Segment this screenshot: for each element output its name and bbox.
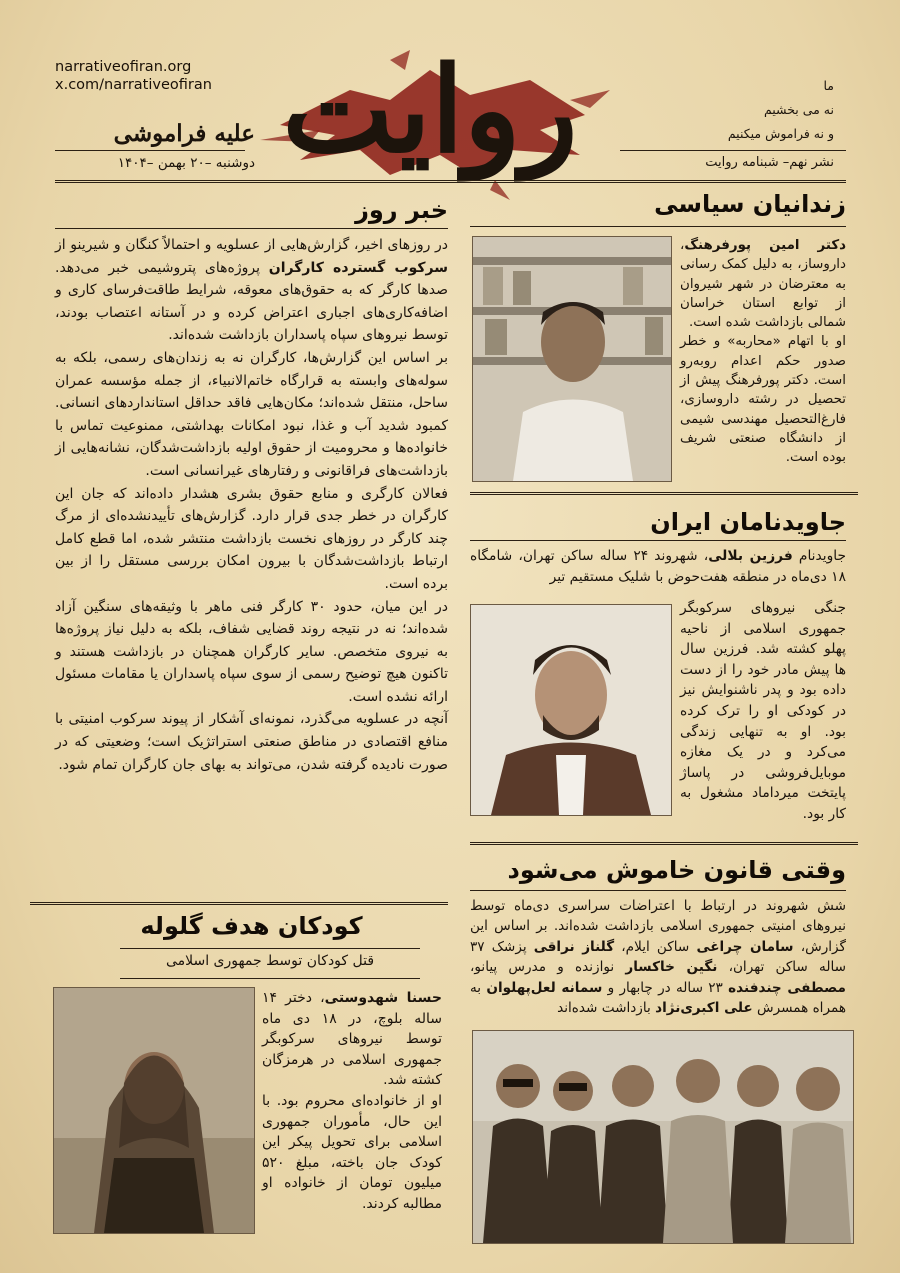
- slogan-line: ما: [823, 78, 834, 93]
- immortal-photo: [470, 604, 672, 816]
- against-forgetting: علیه فراموشی: [113, 120, 255, 147]
- detainees-group-photo: [472, 1030, 854, 1244]
- news-paragraph: در این میان، حدود ۳۰ کارگر فنی ماهر با وثیقه‌های سنگین آزاد شده‌اند؛ نه در نتیجه روند قضایی شفاف، بلکه به دلیل نیاز پروژه‌ها به نیروی متخصص. سایر کارگران همچنان در بازداشت هستند و تاکنون هیچ توضیح رسمی از سوی سپاه پاسداران یا مقامات مسئول ارائه نشده است.: [55, 598, 448, 705]
- news-paragraph: آنچه در عسلویه می‌گذرد، نمونه‌ای آشکار از پیوند سرکوب امنیتی با منافع اقتصادی در مناطق صنعتی استراتژیک است؛ وضعیتی که در صورت نادیده گرفته شدن، می‌تواند به بهای جان کارگران تمام شود.: [55, 711, 448, 773]
- news-paragraph: فعالان کارگری و منابع حقوق بشری هشدار داده‌اند که جان این کارگران در خطر جدی قرار دارد. گزارش‌های تأییدنشده‌ای از مرگ چند کارگر در روزهای نخست بازداشت منتشر شده، اما قطع کامل ارتباط بازداشت‌شدگان با بیرون امکان بررسی مستقل را از بین برده است.: [55, 485, 448, 592]
- issue-number: نشر نهم– شبنامه روایت: [705, 155, 834, 170]
- prisoner-name: دکتر امین پورفرهنگ: [684, 238, 846, 253]
- divider: [470, 890, 846, 891]
- slogan-line: نه می بخشیم: [763, 102, 834, 117]
- children-title: کودکان هدف گلوله: [140, 912, 363, 940]
- logo-text: روایت: [282, 40, 578, 179]
- divider: [470, 226, 846, 227]
- divider: [470, 540, 846, 541]
- news-paragraph: در روزهای اخیر، گزارش‌هایی از عسلویه و احتمالاً کنگان و شیرینو از سرکوب گسترده کارگران پروژه‌های پتروشیمی خبر می‌دهد. صدها کارگر که به حقوق‌های معوقه، شرایط طاقت‌فرسای کاری و اضافه‌کاری‌های اجباری اعتراض کرده و در آستانه اعتصاب بودند، توسط نیروهای سپاه پاسداران بازداشت شده‌اند.: [55, 237, 448, 344]
- divider: [120, 978, 420, 979]
- x-link[interactable]: x.com/narrativeofiran: [55, 77, 212, 93]
- law-title: وقتی قانون خاموش می‌شود: [507, 856, 846, 884]
- site-links: [55, 58, 212, 94]
- children-body: حسنا شهدوستی، دختر ۱۴ ساله بلوچ، در ۱۸ دی ماه توسط نیروهای سرکوبگر جمهوری اسلامی در هرمزگان کشته شد. او از خانواده‌ای محروم بود. با این حال، مأموران جمهوری اسلامی برای تحویل پیکر این کودک جان باخته، مبلغ ۵۲۰ میلیون تومان از خانواده او مطالبه کردند.: [262, 990, 442, 1212]
- logo: [240, 30, 620, 210]
- section-rule: [470, 492, 858, 495]
- law-body: شش شهروند در ارتباط با اعتراضات سراسری دی‌ماه توسط نیروهای امنیتی جمهوری اسلامی بازداشت شده‌اند. بر اساس این گزارش، سامان چراغی ساکن ایلام، گلناز نراقی پزشک ۳۷ ساله ساکن تهران، نگین خاکسار نوازنده و مدرس پیانو، مصطفی چندفنده ۲۳ ساله در چابهار و سمانه لعل‌پهلوان به همراه همسرش علی اکبری‌نژاد بازداشت شده‌اند: [470, 898, 847, 1017]
- divider: [620, 150, 846, 151]
- immortals-intro: جاویدنام فرزین بلالی، شهروند ۲۴ ساله ساکن تهران، شامگاه ۱۸ دی‌ماه در منطقه هفت‌حوض با شلیک مستقیم تیر: [470, 548, 846, 585]
- children-subtitle: قتل کودکان توسط جمهوری اسلامی: [165, 953, 375, 969]
- news-body: [55, 234, 448, 776]
- issue-date: دوشنبه –۲۰ بهمن –۱۴۰۴: [117, 155, 255, 171]
- divider: [120, 948, 420, 949]
- immortal-name: فرزین بلالی: [708, 548, 793, 564]
- section-rule: [30, 902, 448, 905]
- slogan: [728, 74, 834, 146]
- immortals-title: جاویدنامان ایران: [650, 508, 846, 536]
- prisoner-body: دکتر امین پورفرهنگ، داروساز، به دلیل کمک رسانی به معترضان در شهر شیروان از توابع استان خراسان شمالی بازداشت شده است. او با اتهام «محاربه» و خطر صدور حکم اعدام روبه‌رو است. دکتر پورفرهنگ پیش از تحصیل در رشته داروسازی، فارغ‌التحصیل مهندسی شیمی از دانشگاه صنعتی شریف بوده است.: [680, 238, 846, 466]
- immortal-body: جنگی نیروهای سرکوبگر جمهوری اسلامی از ناحیه پهلو کشته شد. فرزین سال ها پیش مادر خود را از دست داده بود و پدر ناشنوایش نیز در کودکی او را ترک کرده بود. او به تنهایی زندگی می‌کرد و در یک مغازه موبایل‌فروشی در پاساژ پایتخت میرداماد مشغول به کار بود.: [680, 600, 846, 822]
- site-link[interactable]: narrativeofiran.org: [55, 59, 192, 75]
- victim-photo: [53, 987, 255, 1234]
- news-title: خبر روز: [355, 196, 448, 224]
- masthead-rule: [55, 180, 846, 183]
- divider: [55, 150, 245, 151]
- news-paragraph: بر اساس این گزارش‌ها، کارگران نه به زندان‌های رسمی، بلکه به سوله‌های وابسته به قرارگاه خاتم‌الانبیاء، از جمله مؤسسه عمران ساحل، منتقل شده‌اند؛ مکان‌هایی فاقد حداقل استانداردهای انسانی. کمبود شدید آب و غذا، نبود امکانات بهداشتی، ممنوعیت تماس با خانواده‌ها و محرومیت از حقوق اولیه بازداشت‌شدگان، نشانه‌هایی از بازداشت‌های فراقانونی و رفتارهای غیرانسانی است.: [55, 349, 448, 479]
- prisoners-title: زندانیان سیاسی: [654, 190, 846, 218]
- section-rule: [470, 842, 858, 845]
- prisoner-photo: [472, 236, 672, 482]
- slogan-line: و نه فراموش میکنیم: [727, 126, 834, 141]
- divider: [55, 228, 448, 229]
- victim-name: حسنا شهدوستی: [324, 990, 442, 1006]
